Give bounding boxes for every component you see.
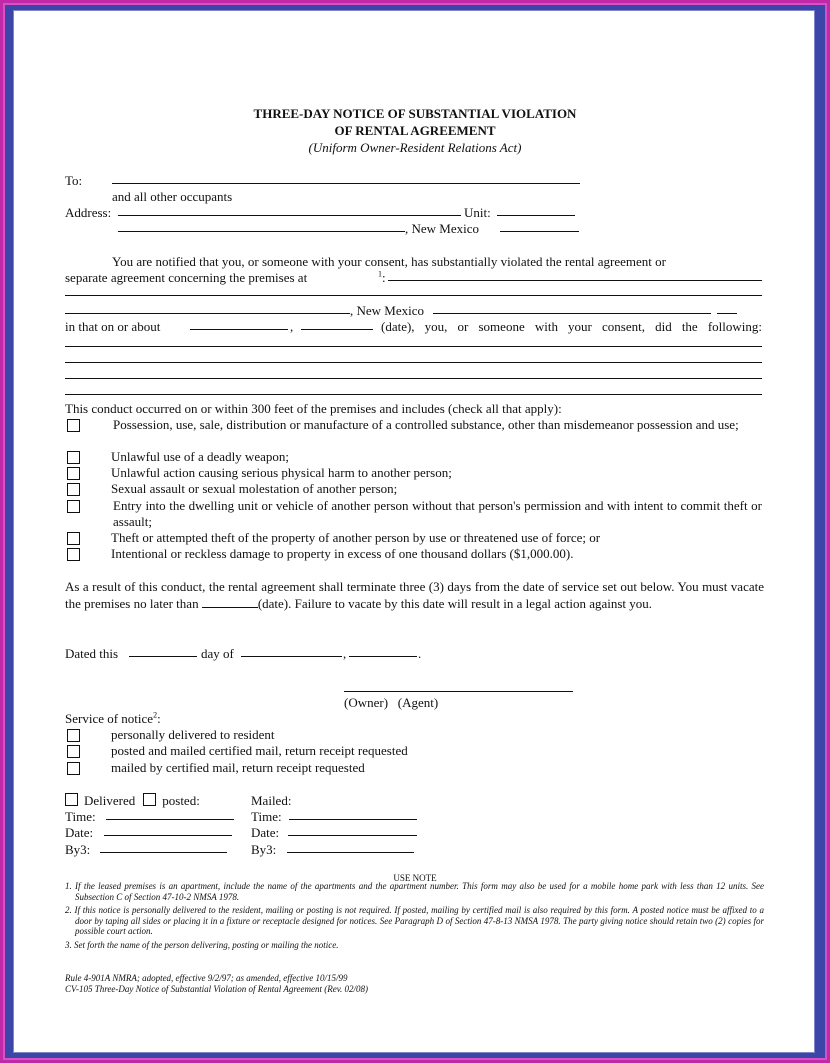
notice-line-1: You are notified that you, or someone with your consent, has substantially violated the rental agreement or bbox=[112, 254, 666, 269]
by-field-left[interactable] bbox=[100, 840, 227, 853]
form-id: CV-105 Three-Day Notice of Substantial Violation of Rental Agreement (Rev. 02/08) bbox=[65, 984, 369, 994]
on-or-about-year-field[interactable] bbox=[301, 317, 373, 330]
dated-month-field[interactable] bbox=[241, 644, 342, 657]
service-option-2: posted and mailed certified mail, return receipt requested bbox=[111, 743, 408, 758]
conduct-checkbox-7[interactable] bbox=[67, 548, 80, 561]
service-checkbox-3[interactable] bbox=[67, 762, 80, 775]
dated-comma: , bbox=[343, 646, 347, 661]
service-option-3: mailed by certified mail, return receipt requested bbox=[111, 760, 365, 775]
date-field-right[interactable] bbox=[288, 823, 417, 836]
use-note-1: 1. If the leased premises is an apartment, include the name of the apartments and the apartment number. This form may also be used for a mobile home park with less than 12 units. See Subsection C of Section 47-10-2 NMSA 1978. bbox=[65, 881, 764, 902]
title-line-1: THREE-DAY NOTICE OF SUBSTANTIAL VIOLATION bbox=[253, 106, 577, 121]
dated-year-field[interactable] bbox=[349, 644, 417, 657]
conduct-item-4: Sexual assault or sexual molestation of another person; bbox=[111, 481, 398, 496]
unit-label: Unit: bbox=[464, 205, 491, 220]
result-text-b: (date). Failure to vacate by this date will result in a legal action against you. bbox=[257, 596, 653, 611]
to-field[interactable] bbox=[112, 171, 580, 184]
premises-city-field[interactable] bbox=[65, 301, 350, 314]
description-line-1[interactable] bbox=[65, 346, 762, 347]
description-line-2[interactable] bbox=[65, 362, 762, 363]
new-mexico-label: , New Mexico bbox=[405, 221, 480, 236]
conduct-checkbox-6[interactable] bbox=[67, 532, 80, 545]
zip-field[interactable] bbox=[500, 219, 579, 232]
use-note-2: 2. If this notice is personally delivered to the resident, mailing or posting is not required. If posted, mailing by certified mail is also required by this form. A posted notice must be affixed to a door by taping all sides or placing it in a fixture or receptacle designed for notices. See Paragraph D of Section 47-8-13 NMSA 1978. The party giving notice should retain two (2) copies for possible court action. bbox=[65, 905, 764, 936]
footnote-2-ref: 2 bbox=[153, 710, 158, 720]
day-of-label: day of bbox=[201, 646, 234, 661]
unit-field[interactable] bbox=[497, 203, 575, 216]
premises-zip-field[interactable] bbox=[433, 301, 711, 314]
notice-footnote bbox=[378, 270, 386, 286]
posted-checkbox[interactable] bbox=[143, 793, 156, 806]
delivered-label: Delivered bbox=[84, 793, 136, 808]
conduct-checkbox-3[interactable] bbox=[67, 467, 80, 480]
posted-label: posted: bbox=[162, 793, 200, 808]
service-checkbox-1[interactable] bbox=[67, 729, 80, 742]
result-paragraph bbox=[65, 579, 764, 612]
by-label-right: By3: bbox=[251, 842, 277, 857]
conduct-item-6: Theft or attempted theft of the property of another person by use or threatened use of force; or bbox=[111, 530, 601, 545]
conduct-item-7: Intentional or reckless damage to property in excess of one thousand dollars ($1,000.00). bbox=[111, 546, 574, 561]
to-label: To: bbox=[65, 173, 83, 188]
in-that-comma: , bbox=[290, 319, 294, 334]
rule-citation: Rule 4-901A NMRA; adopted, effective 9/2/97; as amended, effective 10/15/99 bbox=[65, 973, 348, 983]
service-checkbox-2[interactable] bbox=[67, 745, 80, 758]
service-label-text: Service of notice bbox=[65, 711, 154, 726]
service-colon: : bbox=[157, 711, 161, 726]
time-field-right[interactable] bbox=[289, 807, 417, 820]
premises-new-mexico: , New Mexico bbox=[350, 303, 425, 318]
dated-this-label: Dated this bbox=[65, 646, 119, 661]
vacate-date-field[interactable] bbox=[202, 595, 258, 608]
conduct-checkbox-1[interactable] bbox=[67, 419, 80, 432]
result-text-a: As a result of this conduct, the rental agreement shall terminate three (3) days from the date of service set out below. You must vacate the premises no later than bbox=[65, 579, 764, 611]
did-following-text: (date), you, or someone with your consent, did the following: bbox=[381, 319, 762, 334]
date-field-left[interactable] bbox=[104, 823, 232, 836]
owner-agent-label: (Owner) (Agent) bbox=[344, 695, 439, 710]
use-note-3: 3. Set forth the name of the person delivering, posting or mailing the notice. bbox=[65, 940, 339, 950]
premises-field[interactable] bbox=[388, 268, 762, 281]
address-label: Address: bbox=[65, 205, 112, 220]
address-field[interactable] bbox=[118, 203, 461, 216]
delivered-checkbox[interactable] bbox=[65, 793, 78, 806]
by-label-left: By3: bbox=[65, 842, 91, 857]
occupants-text: and all other occupants bbox=[112, 189, 233, 204]
footnote-1-ref: 1 bbox=[378, 269, 382, 279]
description-line-4[interactable] bbox=[65, 394, 762, 395]
notice-line-2 bbox=[65, 270, 383, 286]
conduct-item-5: Entry into the dwelling unit or vehicle of another person without that person's permission and with intent to commit theft or assault; bbox=[113, 498, 762, 529]
description-line-3[interactable] bbox=[65, 378, 762, 379]
conduct-item-3: Unlawful action causing serious physical harm to another person; bbox=[111, 465, 452, 480]
premises-text: separate agreement concerning the premises at bbox=[65, 270, 308, 285]
premises-line-2[interactable] bbox=[65, 295, 762, 296]
conduct-item-1: Possession, use, sale, distribution or manufacture of a controlled substance, other than misdemeanor possession and use; bbox=[113, 417, 739, 432]
use-note-title: USE NOTE bbox=[393, 873, 437, 883]
service-label bbox=[65, 711, 161, 727]
date-label-right: Date: bbox=[251, 825, 280, 840]
time-label-right: Time: bbox=[251, 809, 282, 824]
title-line-2: OF RENTAL AGREEMENT bbox=[334, 123, 496, 138]
conduct-checkbox-4[interactable] bbox=[67, 483, 80, 496]
time-field-left[interactable] bbox=[106, 807, 234, 820]
date-label-left: Date: bbox=[65, 825, 94, 840]
conduct-intro: This conduct occurred on or within 300 feet of the premises and includes (check all that apply): bbox=[65, 401, 562, 416]
premises-extra-field[interactable] bbox=[717, 301, 737, 314]
conduct-item-2: Unlawful use of a deadly weapon; bbox=[111, 449, 289, 464]
conduct-checkbox-5[interactable] bbox=[67, 500, 80, 513]
signature-field[interactable] bbox=[344, 679, 573, 692]
subtitle: (Uniform Owner-Resident Relations Act) bbox=[308, 140, 522, 155]
time-label-left: Time: bbox=[65, 809, 96, 824]
city-field[interactable] bbox=[118, 219, 405, 232]
mailed-label: Mailed: bbox=[251, 793, 292, 808]
dated-day-field[interactable] bbox=[129, 644, 197, 657]
document-page bbox=[14, 11, 814, 1052]
service-option-1: personally delivered to resident bbox=[111, 727, 275, 742]
dated-period: . bbox=[418, 646, 422, 661]
on-or-about-field[interactable] bbox=[190, 317, 288, 330]
in-that-label: in that on or about bbox=[65, 319, 161, 334]
by-field-right[interactable] bbox=[287, 840, 414, 853]
conduct-checkbox-2[interactable] bbox=[67, 451, 80, 464]
premises-colon: : bbox=[382, 270, 386, 285]
